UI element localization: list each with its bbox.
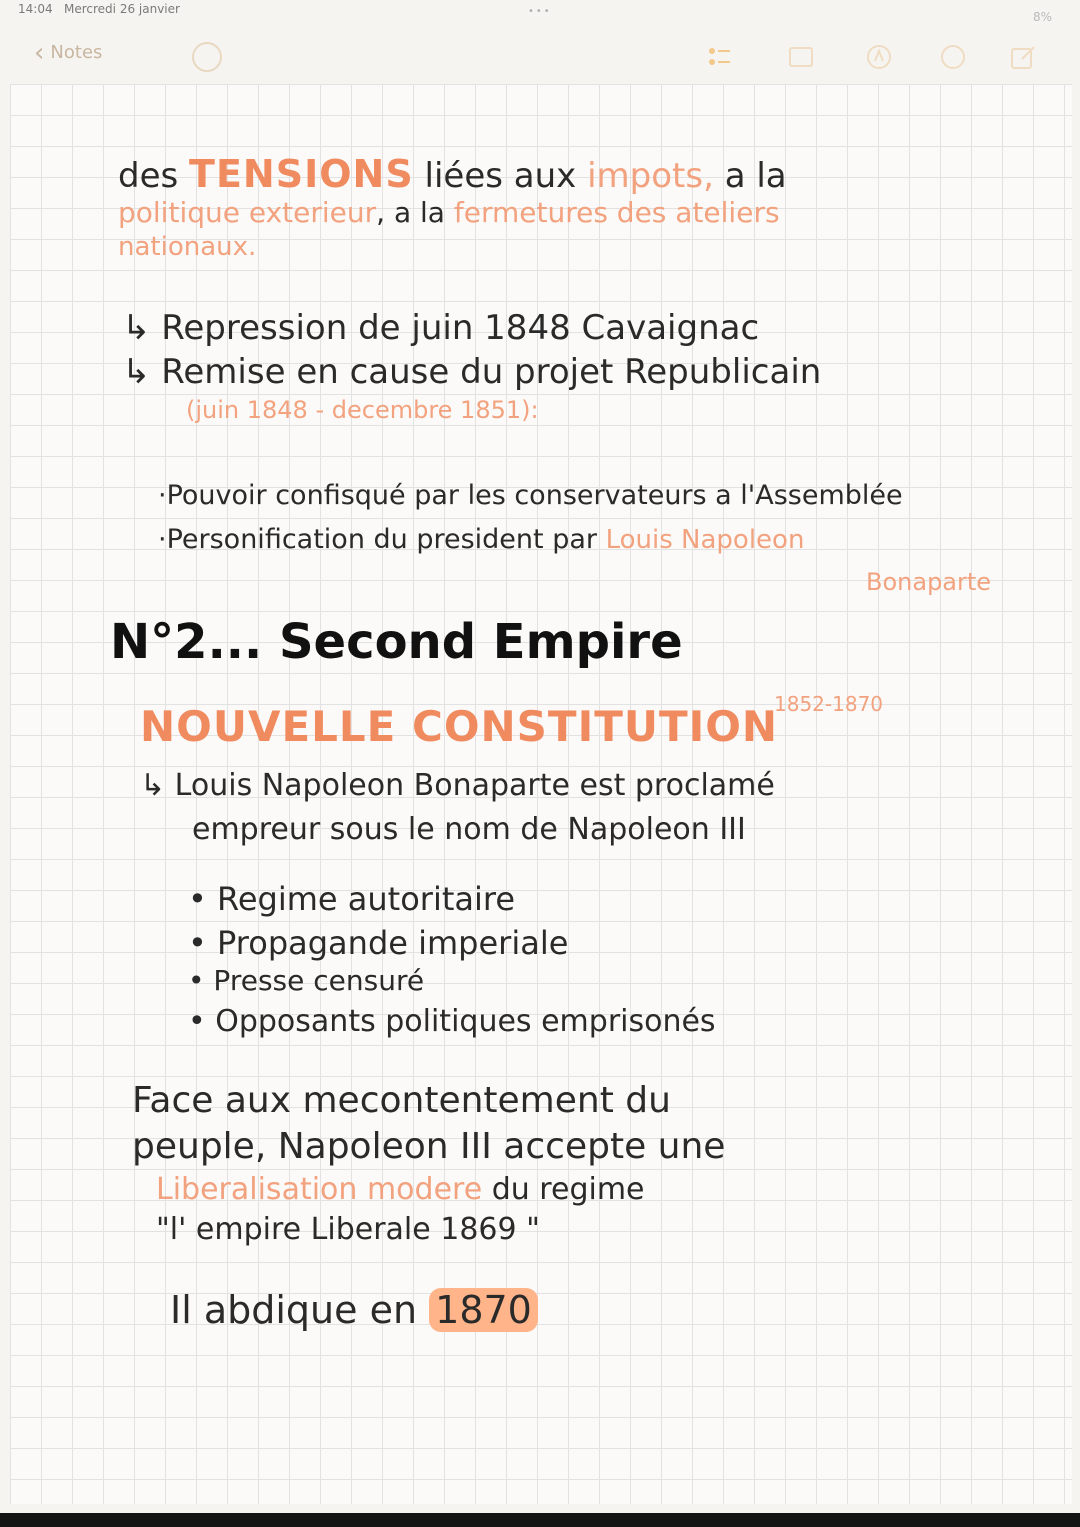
list-item: • Opposants politiques emprisonés	[188, 1004, 716, 1039]
table-icon[interactable]	[786, 42, 816, 72]
share-icon[interactable]	[192, 42, 222, 72]
final-text: Il abdique en	[170, 1288, 418, 1332]
checklist-icon[interactable]	[704, 42, 734, 72]
tensions-keyword: TENSIONS	[189, 152, 414, 196]
bottom-edge	[0, 1513, 1080, 1527]
list-item: • Propagande imperiale	[188, 924, 569, 962]
list-text: Presse censuré	[213, 964, 425, 997]
notes-toolbar	[0, 28, 1080, 82]
section-title: N°2... Second Empire	[110, 614, 683, 670]
arrow-line-1: ↳ Repression de juin 1848 Cavaignac	[122, 308, 760, 348]
text-mid: liées aux	[424, 156, 577, 196]
impots-keyword: impots,	[587, 156, 714, 196]
text-prefix: des	[118, 156, 179, 196]
markup-icon[interactable]	[864, 42, 894, 72]
arrow-line-2: ↳ Remise en cause du projet Republicain	[122, 352, 822, 392]
list-item: • Regime autoritaire	[188, 880, 516, 918]
note-canvas[interactable]	[10, 84, 1072, 1504]
back-label: Notes	[50, 42, 103, 63]
para-line-3	[156, 1172, 645, 1207]
more-icon[interactable]	[938, 42, 968, 72]
chevron-left-icon: ‹	[34, 37, 45, 68]
multitasking-dots-icon[interactable]: •••	[528, 6, 552, 17]
status-date: Mercredi 26 janvier	[64, 2, 180, 16]
para-line-1: Face aux mecontentement du	[132, 1080, 671, 1121]
para-line-2: peuple, Napoleon III accepte une	[132, 1126, 726, 1167]
text-sep: , a la	[376, 196, 445, 229]
status-bar	[0, 0, 1080, 22]
subtitle-dates: 1852-1870	[774, 692, 884, 716]
arrow-line-3: ↳ Louis Napoleon Bonaparte est proclamé	[140, 768, 775, 803]
list-text: Opposants politiques emprisonés	[215, 1004, 716, 1039]
year-1870-highlight: 1870	[429, 1288, 538, 1332]
subtitle-constitution: NOUVELLE CONSTITUTION	[140, 702, 779, 751]
text-end: a la	[724, 156, 787, 196]
dates-line: (juin 1848 - decembre 1851):	[186, 396, 539, 424]
note-line-3: nationaux.	[118, 232, 257, 262]
para-line-4: "l' empire Liberale 1869 "	[156, 1212, 540, 1247]
list-item: • Presse censuré	[188, 964, 425, 997]
note-line-1	[118, 152, 787, 196]
final-line	[170, 1288, 538, 1332]
bullet-line-1: ·Pouvoir confisqué par les conservateurs a l'Assemblée	[158, 480, 903, 511]
politique-keyword: politique exterieur	[118, 196, 377, 229]
arrow-line-3b: empreur sous le nom de Napoleon III	[192, 812, 746, 847]
bullet-line-2	[158, 524, 804, 555]
bullet-2-text: ·Personification du president par	[158, 524, 597, 555]
list-text: Propagande imperiale	[217, 924, 569, 962]
para-3-text: du regime	[491, 1172, 645, 1207]
liberalisation-keyword: Liberalisation modere	[156, 1172, 483, 1207]
louis-napoleon-keyword: Louis Napoleon	[605, 525, 805, 555]
list-text: Regime autoritaire	[217, 880, 516, 918]
bonaparte-keyword: Bonaparte	[866, 568, 992, 596]
ateliers-keyword: fermetures des ateliers	[453, 196, 780, 229]
battery-indicator: 8%	[1032, 10, 1052, 24]
back-to-notes-button[interactable]	[34, 37, 103, 68]
status-time: 14:04	[18, 2, 53, 16]
compose-icon[interactable]	[1008, 42, 1038, 72]
note-line-2	[118, 196, 780, 229]
